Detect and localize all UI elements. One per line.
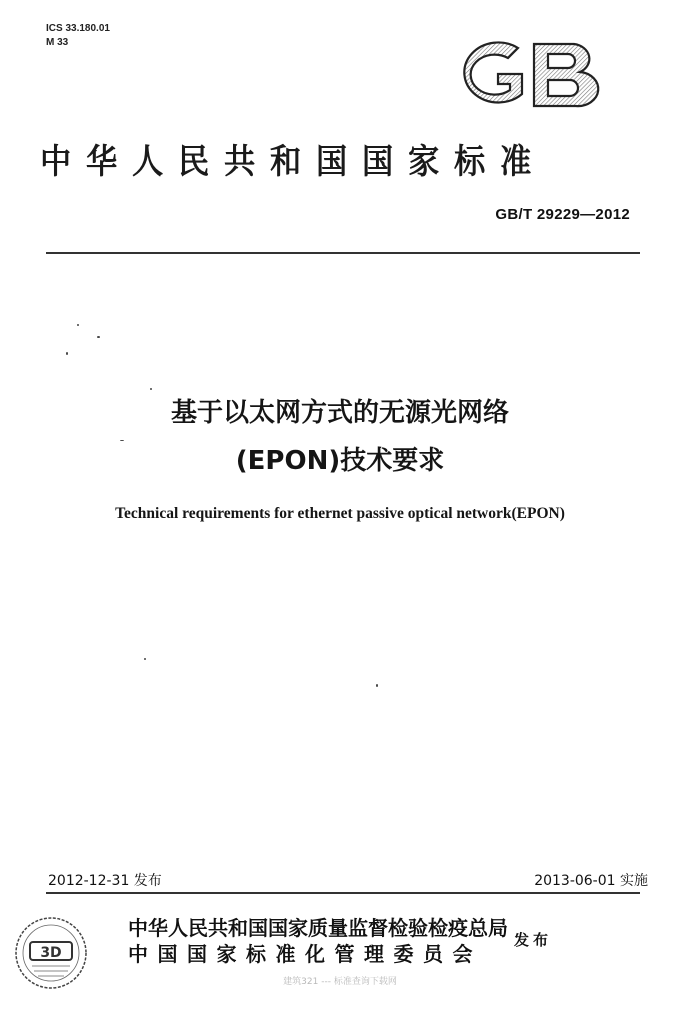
publish-label: 发布 bbox=[514, 931, 553, 949]
implementation-date: 2013-06-01 实施 bbox=[534, 873, 648, 889]
issuer-line2: 中国国家标准化管理委员会 bbox=[128, 942, 482, 966]
watermark: 建筑321 --- 标准查询下载网 bbox=[283, 977, 397, 987]
classification-codes bbox=[46, 22, 110, 50]
gb-logo-icon bbox=[456, 36, 604, 116]
document-title-zh-line2: (EPON)技术要求 bbox=[235, 446, 445, 476]
document-title-en: Technical requirements for ethernet passive optical network(EPON) bbox=[115, 505, 565, 522]
scan-speck bbox=[97, 336, 100, 338]
ccs-code: M 33 bbox=[46, 37, 69, 48]
scan-speck bbox=[66, 352, 68, 355]
scan-speck bbox=[376, 684, 378, 687]
standard-type-title: 中华人民共和国国家标准 bbox=[40, 142, 546, 182]
top-divider bbox=[46, 252, 640, 254]
gb-logo-text: GB bbox=[456, 36, 458, 37]
scan-speck bbox=[150, 388, 152, 390]
scan-speck bbox=[77, 324, 79, 326]
scan-speck bbox=[144, 658, 146, 660]
document-title-zh-line1: 基于以太网方式的无源光网络 bbox=[170, 398, 509, 428]
issuer-line1: 中华人民共和国国家质量监督检验检疫总局 bbox=[128, 916, 508, 940]
stamp-text: 3D bbox=[40, 945, 62, 961]
standard-number: GB/T 29229—2012 bbox=[495, 206, 630, 223]
issue-date: 2012-12-31 发布 bbox=[48, 873, 162, 889]
ics-code: ICS 33.180.01 bbox=[46, 23, 110, 34]
bottom-divider bbox=[46, 892, 640, 894]
